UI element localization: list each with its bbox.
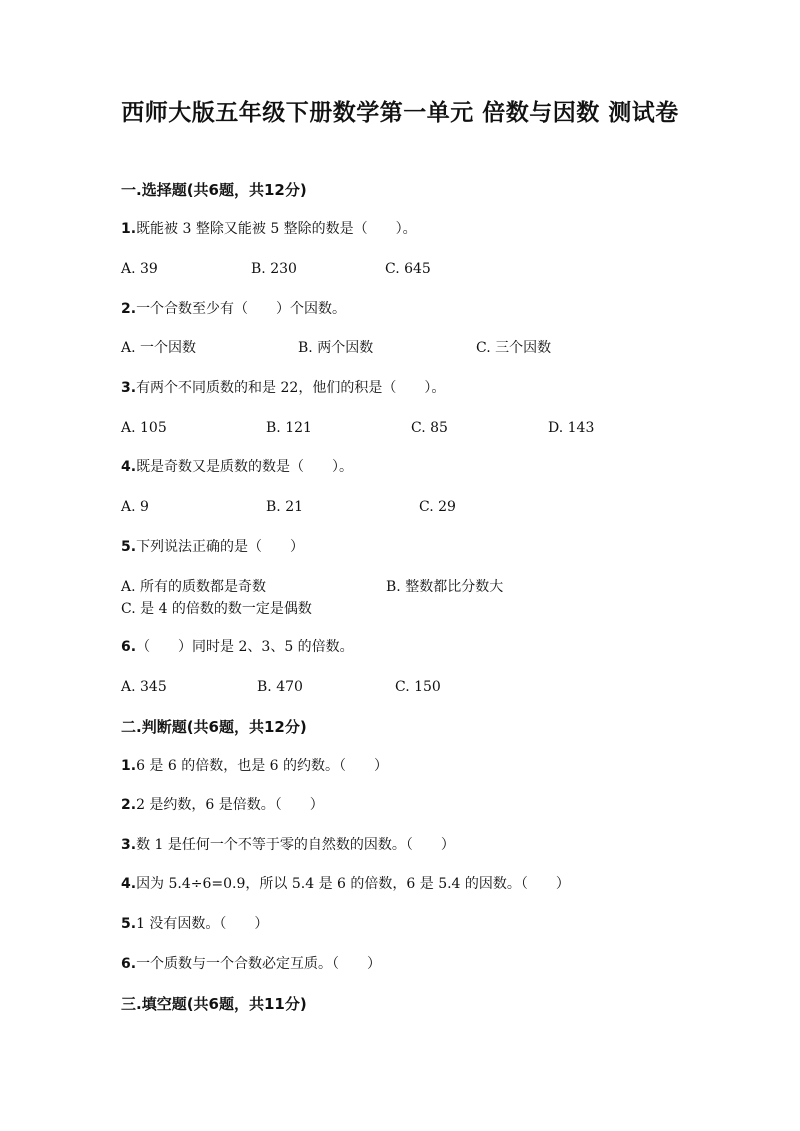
judge-question-4: [121, 874, 570, 894]
choice-question-1: [121, 219, 417, 239]
judge-question-1: [121, 756, 388, 776]
question-text: 2 是约数，6 是倍数。（ ）: [136, 797, 324, 813]
option-a: A. 一个因数: [121, 340, 197, 356]
options-wrapped: [121, 576, 681, 620]
option-a: A. 9: [121, 499, 149, 515]
judge-question-3: [121, 835, 455, 855]
option-c: C. 85: [411, 420, 448, 436]
question-text: 下列说法正确的是（ ）: [136, 539, 305, 555]
question-text: （ ）同时是 2、3、5 的倍数。: [136, 639, 354, 655]
option-d: D. 143: [548, 420, 595, 436]
section-heading-choice: 一.选择题(共6题，共12分): [121, 181, 307, 199]
option-b: B. 整数都比分数大: [386, 579, 504, 595]
choice-question-6: [121, 637, 354, 657]
question-text: 数 1 是任何一个不等于零的自然数的因数。（ ）: [136, 837, 455, 853]
question-text: 一个合数至少有（ ）个因数。: [136, 301, 347, 317]
question-text: 6 是 6 的倍数，也是 6 的约数。（ ）: [136, 758, 389, 774]
question-number: 4.: [121, 876, 137, 892]
choice-question-3: [121, 378, 445, 398]
question-text: 有两个不同质数的和是 22，他们的积是（ ）。: [136, 380, 446, 396]
section-heading-judge: 二.判断题(共6题，共12分): [121, 718, 307, 736]
question-text: 既能被 3 整除又能被 5 整除的数是（ ）。: [136, 221, 417, 237]
choice-question-4: [121, 457, 353, 477]
question-number: 4.: [121, 459, 137, 475]
option-b: B. 121: [266, 420, 312, 436]
question-number: 1.: [121, 758, 137, 774]
judge-question-2: [121, 795, 324, 815]
question-text: 因为 5.4÷6=0.9，所以 5.4 是 6 的倍数，6 是 5.4 的因数。（ ）: [136, 876, 570, 892]
option-c: C. 150: [395, 679, 441, 695]
question-number: 2.: [121, 301, 137, 317]
question-number: 3.: [121, 837, 137, 853]
option-a: A. 105: [121, 420, 167, 436]
question-number: 2.: [121, 797, 137, 813]
option-a: A. 345: [121, 679, 167, 695]
option-b: B. 21: [266, 499, 304, 515]
option-c: C. 29: [419, 499, 456, 515]
question-number: 6.: [121, 639, 137, 655]
question-number: 5.: [121, 916, 137, 932]
question-number: 3.: [121, 380, 137, 396]
option-a: A. 所有的质数都是奇数: [121, 579, 267, 595]
choice-question-5: [121, 537, 304, 557]
option-a: A. 39: [121, 261, 158, 277]
question-text: 一个质数与一个合数必定互质。（ ）: [136, 956, 382, 972]
option-c: C. 三个因数: [476, 340, 552, 356]
judge-question-5: [121, 914, 268, 934]
option-b: B. 470: [257, 679, 303, 695]
option-c: C. 645: [385, 261, 431, 277]
question-number: 5.: [121, 539, 137, 555]
question-number: 6.: [121, 956, 137, 972]
section-heading-fill: 三.填空题(共6题，共11分): [121, 995, 307, 1013]
page-title: 西师大版五年级下册数学第一单元 倍数与因数 测试卷: [121, 100, 679, 126]
judge-question-6: [121, 954, 381, 974]
option-c: C. 是 4 的倍数的数一定是偶数: [121, 601, 312, 617]
question-text: 1 没有因数。（ ）: [136, 916, 269, 932]
question-number: 1.: [121, 221, 137, 237]
question-text: 既是奇数又是质数的数是（ ）。: [136, 459, 354, 475]
option-b: B. 230: [251, 261, 297, 277]
option-b: B. 两个因数: [298, 340, 374, 356]
choice-question-2: [121, 299, 346, 319]
